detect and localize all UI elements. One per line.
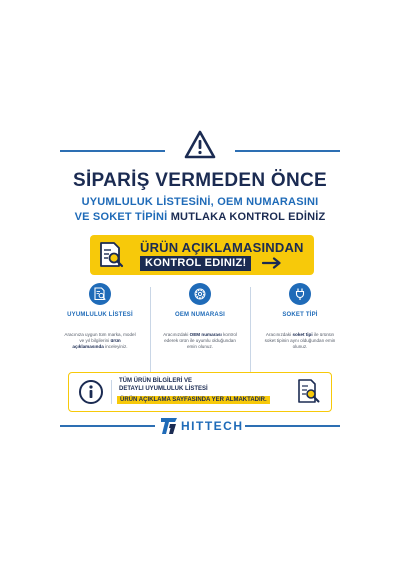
- feature-desc-text: Aracınıza uygun tüm marka, model ve yıl bilgilerini: [64, 332, 136, 344]
- feature-icon-circle: [289, 283, 311, 305]
- document-search-icon: [297, 378, 321, 406]
- cta-badge: KONTROL EDINIZ!: [140, 256, 251, 271]
- info-icon: [78, 379, 104, 405]
- divider-line-right: [245, 425, 340, 427]
- info-divider: [111, 380, 112, 404]
- divider-line-left: [60, 425, 155, 427]
- document-search-icon: [93, 287, 107, 301]
- divider-line-left: [60, 150, 165, 152]
- subtitle-line-1: UYUMLULUK LİSTESİNİ, OEM NUMARASINI: [81, 196, 319, 208]
- warning-triangle-icon: [184, 130, 216, 160]
- document-search-icon: [98, 241, 124, 269]
- feature-desc-text: Aracınızdaki: [163, 332, 190, 337]
- plug-icon: [293, 287, 307, 301]
- brand-name: HITTECH: [181, 419, 244, 433]
- warning-header: [60, 130, 340, 166]
- subtitle-blue-part: VE SOKET TİPİNİ: [74, 211, 168, 223]
- feature-icon-circle: [189, 283, 211, 305]
- cta-line-1: ÜRÜN AÇIKLAMASINDAN: [140, 240, 304, 255]
- divider-line-right: [235, 150, 340, 152]
- info-box: [68, 372, 332, 412]
- headline: [0, 170, 400, 223]
- page-title: SİPARİŞ VERMEDEN ÖNCE: [72, 170, 328, 191]
- feature-title: UYUMLULUK LİSTESİ: [67, 312, 133, 318]
- arrow-right-icon: [262, 257, 282, 269]
- cta-banner: [90, 235, 314, 275]
- feature-desc-bold: ürün açıklamasında: [72, 338, 121, 350]
- feature-title: OEM NUMARASI: [174, 312, 226, 318]
- feature-desc-bold: OEM numarası: [189, 332, 222, 337]
- feature-icon-circle: [89, 283, 111, 305]
- feature-oem: [150, 283, 250, 383]
- feature-desc-text: ile ürünün soket tipinin aynı olduğundan emin olunuz.: [264, 332, 336, 350]
- feature-description: [63, 332, 137, 351]
- feature-desc-bold: soket tipi: [292, 332, 313, 337]
- feature-desc-text: inceleyiniz.: [103, 344, 128, 350]
- feature-title: SOKET TİPİ: [282, 312, 318, 318]
- feature-description: [163, 332, 237, 351]
- feature-description: [263, 332, 337, 351]
- subtitle-line-2: [0, 211, 400, 223]
- gear-icon: [193, 287, 207, 301]
- info-line-3: ÜRÜN AÇIKLAMA SAYFASINDA YER ALMAKTADIR.: [117, 396, 270, 404]
- info-line-2: DETAYLI UYUMLULUK LİSTESİ: [119, 386, 208, 392]
- feature-socket: [250, 283, 350, 383]
- hittech-logo-icon: [160, 416, 178, 436]
- feature-compatibility: [50, 283, 150, 383]
- brand-footer: [60, 414, 340, 438]
- subtitle-dark-part: MUTLAKA KONTROL EDİNİZ: [167, 211, 326, 223]
- info-line-1: TÜM ÜRÜN BİLGİLERİ VE: [119, 378, 192, 384]
- feature-desc-text: kontrol ederek ürün ile uyumlu olduğundan emin olunuz.: [164, 332, 237, 350]
- feature-desc-text: Aracınızdaki: [265, 332, 293, 337]
